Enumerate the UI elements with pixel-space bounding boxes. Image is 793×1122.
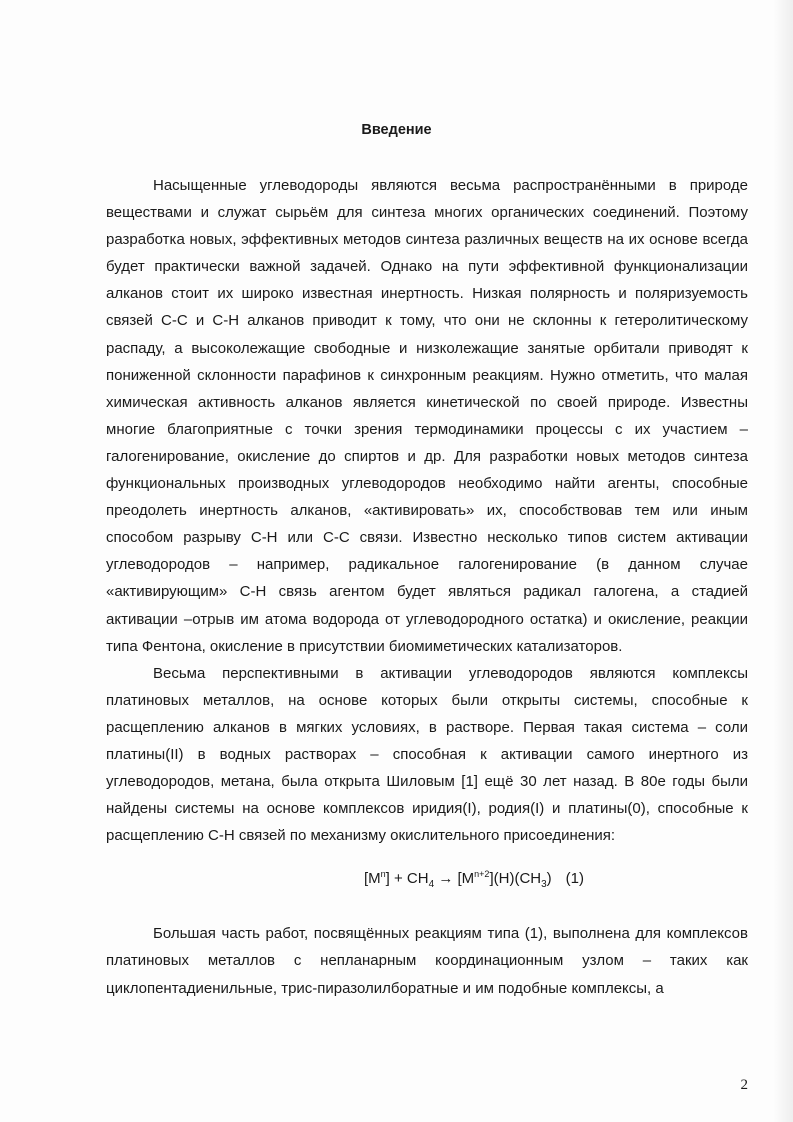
paragraph-1: Насыщенные углеводороды являются весьма распространёнными в природе веществами и служат сырьём для синтеза многих органических соединений. Поэтому разработка новых, эффективных методов синтеза различных веществ на их основе всегда будет практически важной задачей. Однако на пути эффективной функционализации алканов стоит их широко известная инертность. Низкая полярность и поляризуемость связей С-С и С-Н алканов приводит к тому, что они не склонны к гетеролитическому распаду, а высоколежащие свободные и низколежащие занятые орбитали приводят к пониженной склонности парафинов к синхронным реакциям. Нужно отметить, что малая химическая активность алканов является кинетической по своей природе. Известны многие благоприятные с точки зрения термодинамики процессы с их участием – галогенирование, окисление до спиртов и др. Для разработки новых методов синтеза функциональных производных углеводородов необходимо найти агенты, способные преодолеть инертность алканов, «активировать» их, способствовав тем или иным способом разрыву С-Н или С-С связи. Известно несколько типов систем активации углеводородов – например, радикальное галогенирование (в данном случае «активирующим» С-Н связь агентом будет являться радикал галогена, а стадией активации –отрыв им атома водорода от углеводородного остатка) и окисление, реакции типа Фентона, окисление в присутствии биомиметических катализаторов.: [106, 177, 748, 655]
reaction-equation: [106, 849, 748, 908]
paragraph-2: Весьма перспективными в активации углеводородов являются комплексы платиновых металлов, на основе которых были открыты системы, способные к расщеплению алканов в мягких условиях, в растворе. Первая такая система – соли платины(II) в водных растворах – способная к активации самого инертного из углеводородов, метана, была открыта Шиловым [1] ещё 30 лет назад. В 80е годы были найдены системы на основе комплексов иридия(I), родия(I) и платины(0), способные к расщеплению С-Н связей по механизму окислительного присоединения:: [106, 664, 748, 845]
page-title: Введение: [361, 122, 432, 138]
equation-methyl-subscript: 3: [541, 879, 547, 891]
equation-product-oxidation-state: n+2: [474, 869, 490, 880]
equation-reactant-metal: [M: [363, 870, 381, 888]
equation-methane-subscript: 4: [428, 879, 435, 891]
equation-methane: + CH: [389, 870, 429, 888]
body-text: [106, 172, 748, 1002]
page-number: 2: [740, 1077, 748, 1093]
equation-reactant-oxidation-state: n: [380, 869, 386, 880]
equation-arrow: →: [434, 870, 458, 888]
equation-product-metal: [M: [457, 870, 475, 888]
equation-number: (1): [565, 870, 585, 888]
equation-product-ligands: ](H)(CH: [489, 870, 542, 888]
paragraph-3: Большая часть работ, посвящённых реакциям типа (1), выполнена для комплексов платиновых металлов с непланарным координационным узлом – таких как циклопентадиенильные, трис-пиразолилборатные и им подобные комплексы, а: [106, 925, 748, 997]
scan-shadow-edge: [773, 0, 793, 1122]
equation-reactant-bracket: ]: [385, 870, 390, 888]
equation-product-end: ): [546, 870, 552, 888]
